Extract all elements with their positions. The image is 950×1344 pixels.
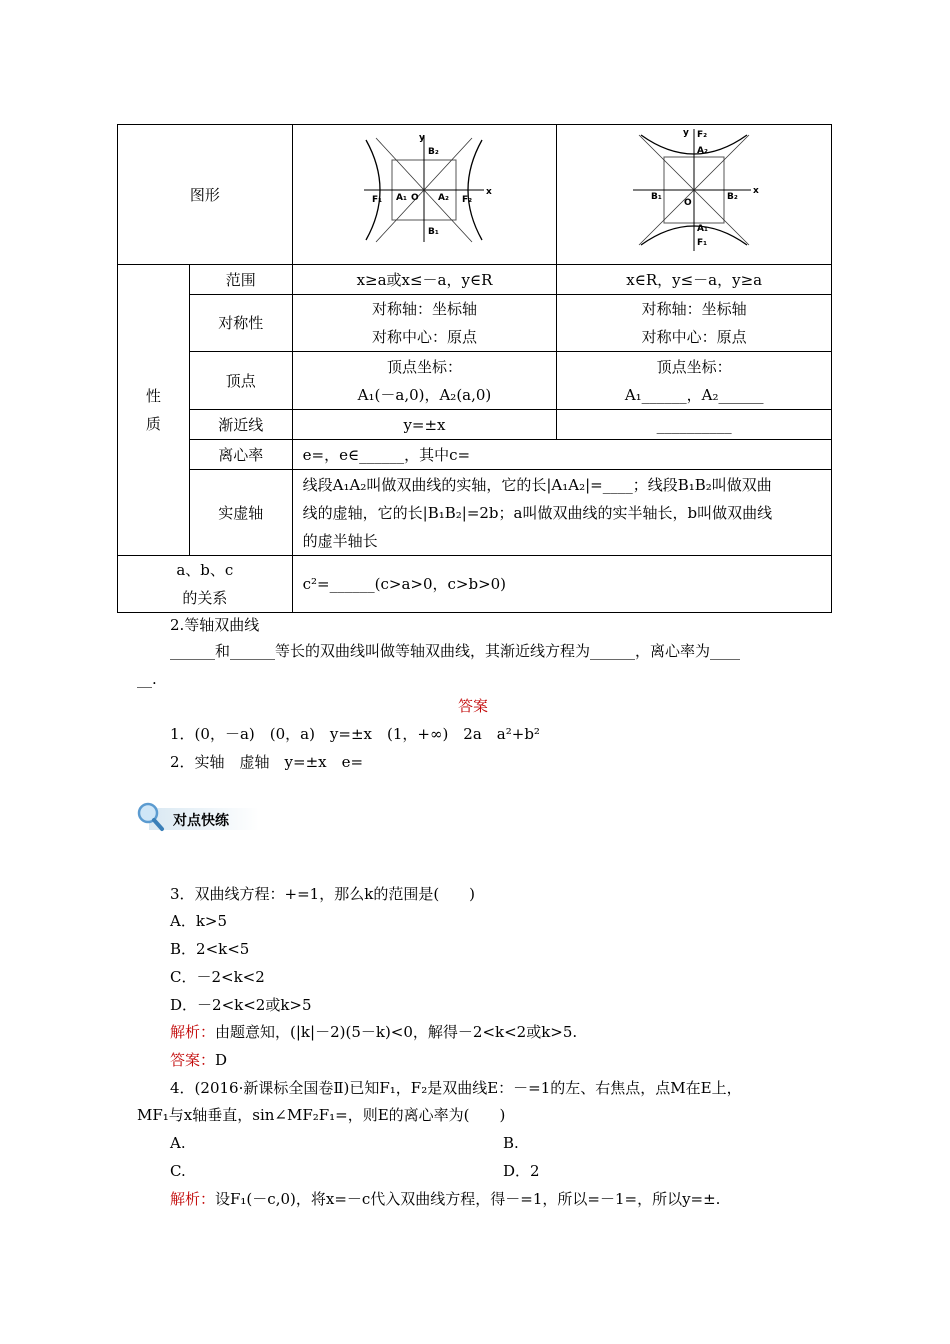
q4-analysis: 解析：设F₁(－c,0)，将x=－c代入双曲线方程，得－=1，所以=－1=，所以y=±. bbox=[170, 1190, 721, 1208]
fig2-f1-label: F₁ bbox=[697, 238, 708, 248]
row-label-eccentricity: 离心率 bbox=[189, 440, 292, 470]
q3-analysis: 解析：由题意知，(|k|－2)(5－k)<0，解得－2<k<2或k>5. bbox=[170, 1023, 578, 1041]
fig1-a2-label: A₂ bbox=[438, 193, 450, 203]
fig1-f2-label: F₂ bbox=[462, 195, 473, 205]
range-horizontal: x≥a或x≤－a，y∈R bbox=[292, 265, 557, 295]
figure-vertical-hyperbola bbox=[557, 125, 832, 265]
fig1-a1-label: A₁ bbox=[396, 193, 408, 203]
symmetry-horizontal: 对称轴：坐标轴 对称中心：原点 bbox=[292, 295, 557, 352]
q3-option-c: C．－2<k<2 bbox=[170, 968, 265, 986]
q4-option-d: D．2 bbox=[503, 1162, 540, 1180]
q4-option-a: A. bbox=[170, 1134, 186, 1152]
banner-text: 对点快练 bbox=[173, 813, 229, 829]
hyperbola-properties-table bbox=[117, 124, 832, 613]
practice-banner bbox=[135, 800, 260, 834]
answer-line2: 2．实轴 虚轴 y=±x e= bbox=[170, 753, 364, 771]
row-label-vertex: 顶点 bbox=[189, 352, 292, 410]
row-label-asymptote: 渐近线 bbox=[189, 410, 292, 440]
q4-stem-line2: MF₁与x轴垂直，sin∠MF₂F₁=，则E的离心率为( ) bbox=[137, 1106, 506, 1124]
q4-option-c: C. bbox=[170, 1162, 186, 1180]
fig2-b1-label: B₁ bbox=[651, 192, 662, 202]
section2-title: 2.等轴双曲线 bbox=[170, 616, 260, 634]
answer-title: 答案 bbox=[458, 697, 489, 715]
asymptote-horizontal: y=±x bbox=[292, 410, 557, 440]
q3-option-a: A．k>5 bbox=[170, 912, 228, 930]
fig2-y-label: y bbox=[683, 128, 690, 138]
fig2-a2-label: A₂ bbox=[697, 146, 709, 156]
hyperbola-y-axis-graph bbox=[629, 125, 759, 255]
fig1-b1-label: B₁ bbox=[428, 227, 440, 237]
fig1-origin-label: O bbox=[411, 193, 420, 203]
vertex-vertical: 顶点坐标： A₁______，A₂______ bbox=[557, 352, 832, 410]
q3-option-b: B．2<k<5 bbox=[170, 940, 250, 958]
section2-line1: ______和______等长的双曲线叫做等轴双曲线，其渐近线方程为______，离心率为____ bbox=[170, 642, 741, 660]
fig2-b2-label: B₂ bbox=[727, 192, 738, 202]
q4-stem-line1: 4．(2016·新课标全国卷Ⅱ)已知F₁，F₂是双曲线E：－=1的左、右焦点，点M在E上， bbox=[170, 1079, 742, 1097]
properties-label: 性 质 bbox=[118, 265, 190, 556]
axes-cell: 线段A₁A₂叫做双曲线的实轴，它的长|A₁A₂|=____；线段B₁B₂叫做双曲 线的虚轴，它的长|B₁B₂|=2b；a叫做双曲线的实半轴长，b叫做双曲线 的虚半轴长 bbox=[292, 470, 831, 556]
answer-line1: 1．(0，－a) (0，a) y=±x (1，+∞) 2a a²+b² bbox=[170, 725, 540, 743]
abc-relation-cell: c²=______(c>a>0，c>b>0) bbox=[292, 556, 831, 613]
row-label-range: 范围 bbox=[189, 265, 292, 295]
fig1-b2-label: B₂ bbox=[428, 147, 440, 157]
symmetry-vertical: 对称轴：坐标轴 对称中心：原点 bbox=[557, 295, 832, 352]
q4-option-b: B. bbox=[503, 1134, 519, 1152]
asymptote-vertical: __________ bbox=[557, 410, 832, 440]
q3-option-d: D．－2<k<2或k>5 bbox=[170, 996, 312, 1014]
section2-line2: __. bbox=[137, 670, 157, 688]
fig1-x-label: x bbox=[486, 187, 493, 197]
eccentricity-cell: e=，e∈______，其中c= bbox=[292, 440, 831, 470]
fig2-x-label: x bbox=[753, 186, 759, 196]
hyperbola-x-axis-graph bbox=[354, 130, 494, 250]
fig2-a1-label: A₁ bbox=[697, 224, 709, 234]
fig2-f2-label: F₂ bbox=[697, 130, 708, 140]
row-label-axes: 实虚轴 bbox=[189, 470, 292, 556]
graph-label: 图形 bbox=[118, 125, 293, 265]
fig1-y-label: y bbox=[419, 133, 426, 143]
q3-stem: 3．双曲线方程：+=1，那么k的范围是( ) bbox=[170, 885, 476, 903]
q3-answer: 答案：D bbox=[170, 1051, 228, 1069]
fig2-origin-label: O bbox=[684, 198, 692, 208]
vertex-horizontal: 顶点坐标： A₁(－a,0)，A₂(a,0) bbox=[292, 352, 557, 410]
fig1-f1-label: F₁ bbox=[372, 195, 383, 205]
range-vertical: x∈R，y≤－a，y≥a bbox=[557, 265, 832, 295]
row-label-abc-relation: a、b、c 的关系 bbox=[118, 556, 293, 613]
figure-horizontal-hyperbola bbox=[292, 125, 557, 265]
row-label-symmetry: 对称性 bbox=[189, 295, 292, 352]
